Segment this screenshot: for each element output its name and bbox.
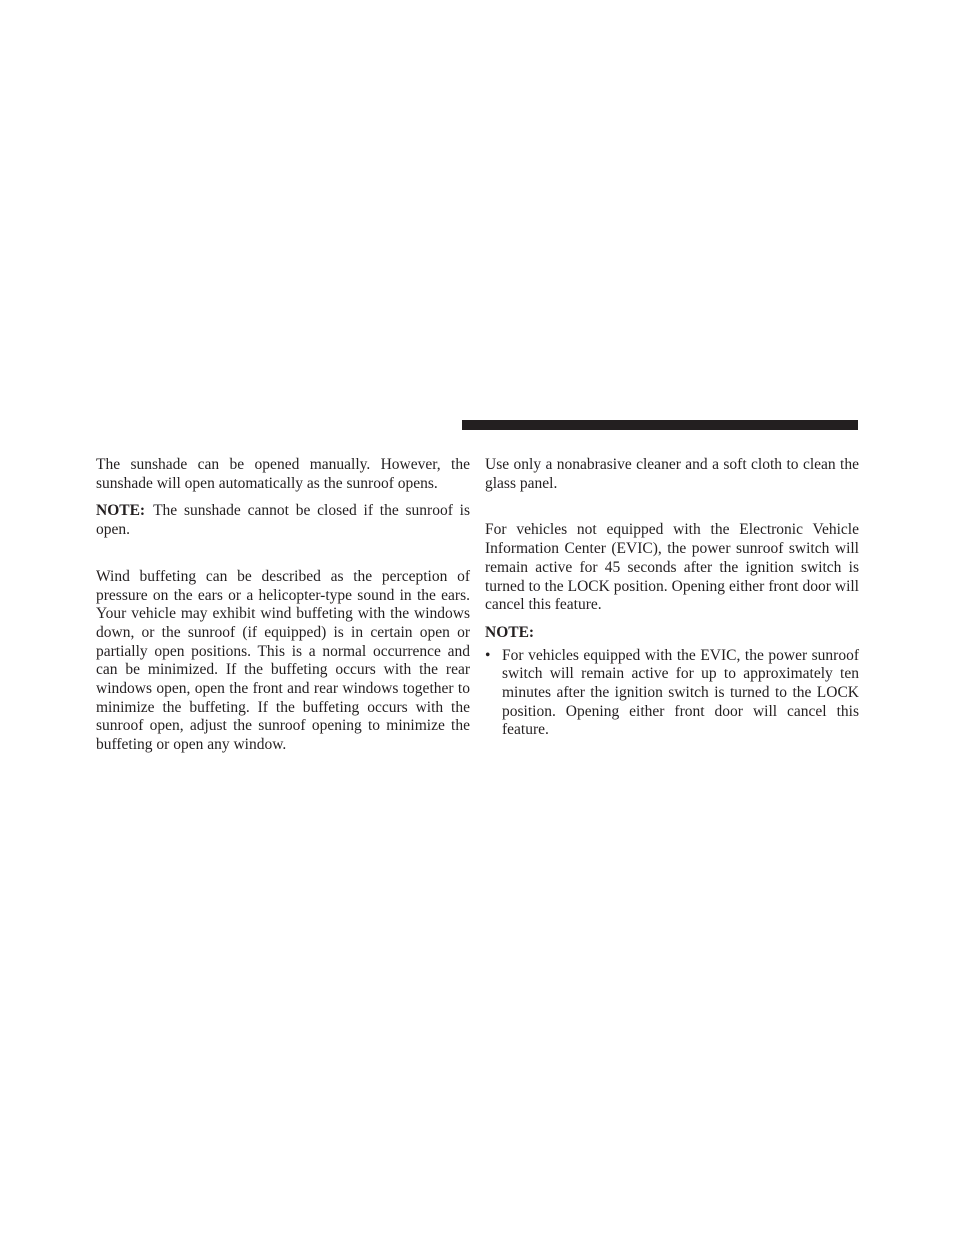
bullet-text: For vehicles equipped with the EVIC, the power sunroof switch will remain active for up to approximately ten minutes after the ignition switch is turned to the LOCK position. Opening either front door will cancel this feature. [502,646,859,739]
bullet-icon: • [485,646,491,664]
section-header-bar [462,420,858,430]
evic-note-label: NOTE: [485,623,535,641]
note-text: The sunshade cannot be closed if the sunroof is open. [96,502,470,539]
wind-buffeting-paragraph: Wind buffeting can be described as the perception of pressure on the ears or a helicopter-type sound in the ears. Your vehicle may exhibit wind buffeting with the windows down, or the sunroof (if equipped) is in certain open or partially open positions. This is a normal occurrence and can be minimized. If the buffeting occurs with the rear windows open, open the front and rear windows together to minimize the buffeting. If the buffeting occurs with the sunroof open, adjust the sunroof opening to minimize the buffeting or open any window. [96,567,470,754]
list-item [485,647,859,741]
note-label: NOTE: [96,502,146,520]
cleaning-paragraph: Use only a nonabrasive cleaner and a soft cloth to clean the glass panel. [485,456,859,492]
sunshade-note [96,502,470,539]
sunshade-paragraph: The sunshade can be opened manually. However, the sunshade will open automatically as the sunroof opens. [96,456,470,492]
ignition-off-paragraph: For vehicles not equipped with the Electronic Vehicle Information Center (EVIC), the power sunroof switch will remain active for 45 seconds after the ignition switch is turned to the LOCK position. Opening either front door will cancel this feature. [485,521,859,614]
right-column [485,456,859,740]
left-column [96,456,470,755]
